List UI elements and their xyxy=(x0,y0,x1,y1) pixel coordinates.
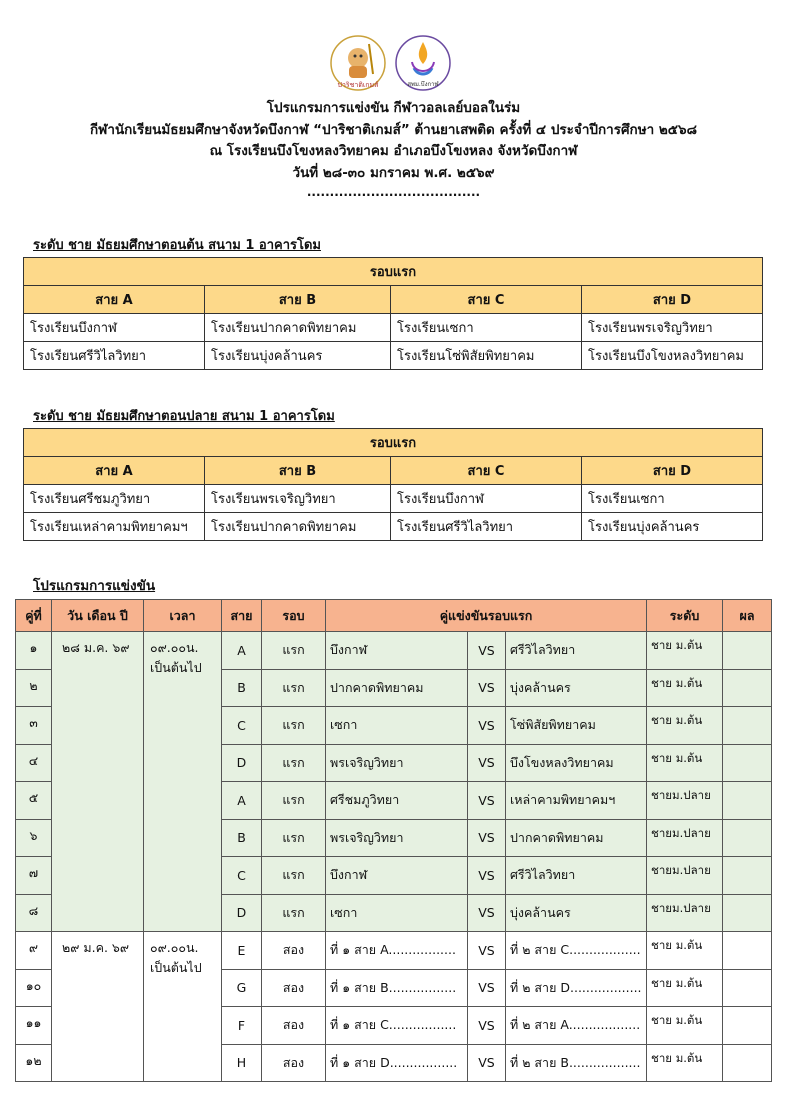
team-cell: โรงเรียนพรเจริญวิทยา xyxy=(205,485,391,513)
header-dots: ...................................... xyxy=(306,185,481,199)
team-2: ศรีวิไลวิทยา xyxy=(506,632,647,670)
match-result xyxy=(723,632,772,670)
section1-title: ระดับ ชาย มัธยมศึกษาตอนต้น สนาม 1 อาคารโดม xyxy=(33,238,321,253)
match-time xyxy=(144,632,222,932)
versus-label: VS xyxy=(468,744,506,782)
match-group: B xyxy=(222,669,262,707)
match-group: D xyxy=(222,894,262,932)
group-header: สาย D xyxy=(582,457,763,485)
match-group: A xyxy=(222,782,262,820)
parichat-games-logo xyxy=(329,34,387,92)
team-cell: โรงเรียนบึงกาฬ xyxy=(24,314,205,342)
group-header: สาย A xyxy=(24,286,205,314)
team-1: เซกา xyxy=(326,707,468,745)
match-round: แรก xyxy=(262,744,326,782)
section2-round: รอบแรก xyxy=(24,429,763,457)
logos-area xyxy=(0,34,787,96)
team-cell: โรงเรียนเซกา xyxy=(582,485,763,513)
versus-label: VS xyxy=(468,857,506,895)
match-level: ชาย ม.ต้น xyxy=(647,632,723,670)
match-round: สอง xyxy=(262,1007,326,1045)
header-level: ระดับ xyxy=(647,600,723,632)
match-group: B xyxy=(222,819,262,857)
match-number: ๕ xyxy=(16,782,52,820)
office-logo-text: สพม.บึงกาฬ xyxy=(407,81,439,88)
match-result xyxy=(723,707,772,745)
match-level: ชาย ม.ต้น xyxy=(647,969,723,1007)
match-time-start: ๐๙.๐๐น. xyxy=(150,940,199,955)
team-2: ศรีวิไลวิทยา xyxy=(506,857,647,895)
versus-label: VS xyxy=(468,782,506,820)
match-number: ๖ xyxy=(16,819,52,857)
table-row xyxy=(16,632,772,670)
match-group: F xyxy=(222,1007,262,1045)
match-number: ๗ xyxy=(16,857,52,895)
match-number: ๓ xyxy=(16,707,52,745)
match-round: สอง xyxy=(262,932,326,970)
team-cell: โรงเรียนปากคาดพิทยาคม xyxy=(205,314,391,342)
versus-label: VS xyxy=(468,669,506,707)
match-number: ๑๐ xyxy=(16,969,52,1007)
header-result: ผล xyxy=(723,600,772,632)
match-group: C xyxy=(222,707,262,745)
team-cell: โรงเรียนบุ่งคล้านคร xyxy=(205,342,391,370)
team-1: ที่ ๑ สาย D................. xyxy=(326,1044,468,1082)
match-level: ชายม.ปลาย xyxy=(647,782,723,820)
match-result xyxy=(723,1044,772,1082)
team-cell: โรงเรียนศรีวิไลวิทยา xyxy=(24,342,205,370)
match-group: E xyxy=(222,932,262,970)
match-result xyxy=(723,969,772,1007)
team-1: ที่ ๑ สาย C................. xyxy=(326,1007,468,1045)
team-1: ที่ ๑ สาย B................. xyxy=(326,969,468,1007)
versus-label: VS xyxy=(468,894,506,932)
match-number: ๑ xyxy=(16,632,52,670)
match-group: H xyxy=(222,1044,262,1082)
team-cell: โรงเรียนบึงกาฬ xyxy=(391,485,582,513)
match-number: ๘ xyxy=(16,894,52,932)
team-2: ปากคาดพิทยาคม xyxy=(506,819,647,857)
team-1: เซกา xyxy=(326,894,468,932)
section1-round: รอบแรก xyxy=(24,258,763,286)
schedule-header-row xyxy=(16,600,772,632)
match-result xyxy=(723,819,772,857)
match-round: แรก xyxy=(262,707,326,745)
match-group: A xyxy=(222,632,262,670)
group-header: สาย D xyxy=(582,286,763,314)
versus-label: VS xyxy=(468,1007,506,1045)
match-level: ชาย ม.ต้น xyxy=(647,932,723,970)
match-time-note: เป็นต้นไป xyxy=(150,960,202,975)
match-level: ชายม.ปลาย xyxy=(647,857,723,895)
team-2: เหล่าคามพิทยาคมฯ xyxy=(506,782,647,820)
team-cell: โรงเรียนปากคาดพิทยาคม xyxy=(205,513,391,541)
group-header: สาย C xyxy=(391,457,582,485)
match-result xyxy=(723,894,772,932)
versus-label: VS xyxy=(468,632,506,670)
match-group: G xyxy=(222,969,262,1007)
section1-group-table xyxy=(23,257,763,370)
match-level: ชาย ม.ต้น xyxy=(647,1007,723,1045)
match-round: สอง xyxy=(262,969,326,1007)
header-line-2: กีฬานักเรียนมัธยมศึกษาจังหวัดบึงกาฬ “ปาริชาติเกมส์” ต้านยาเสพติด ครั้งที่ ๔ ประจำปีการศึกษา ๒๕๖๘ xyxy=(89,121,698,138)
match-round: แรก xyxy=(262,782,326,820)
match-time-note: เป็นต้นไป xyxy=(150,660,202,675)
match-date: ๒๙ ม.ค. ๖๙ xyxy=(52,932,144,1082)
match-result xyxy=(723,744,772,782)
team-2: ที่ ๒ สาย D.................. xyxy=(506,969,647,1007)
match-number: ๔ xyxy=(16,744,52,782)
team-1: ที่ ๑ สาย A................. xyxy=(326,932,468,970)
header-line-1: โปรแกรมการแข่งขัน กีฬาวอลเลย์บอลในร่ม xyxy=(266,100,521,116)
team-2: บุ่งคล้านคร xyxy=(506,669,647,707)
team-cell: โรงเรียนศรีวิไลวิทยา xyxy=(391,513,582,541)
document-header xyxy=(0,98,787,200)
header-group: สาย xyxy=(222,600,262,632)
team-cell: โรงเรียนเซกา xyxy=(391,314,582,342)
group-header: สาย B xyxy=(205,286,391,314)
team-1: พรเจริญวิทยา xyxy=(326,819,468,857)
match-level: ชาย ม.ต้น xyxy=(647,707,723,745)
group-header: สาย A xyxy=(24,457,205,485)
match-number: ๙ xyxy=(16,932,52,970)
match-result xyxy=(723,1007,772,1045)
versus-label: VS xyxy=(468,932,506,970)
team-2: บุ่งคล้านคร xyxy=(506,894,647,932)
match-number: ๑๑ xyxy=(16,1007,52,1045)
team-2: บึงโขงหลงวิทยาคม xyxy=(506,744,647,782)
match-level: ชายม.ปลาย xyxy=(647,894,723,932)
match-number: ๒ xyxy=(16,669,52,707)
team-cell: โรงเรียนเหล่าคามพิทยาคมฯ xyxy=(24,513,205,541)
header-line-4: วันที่ ๒๘-๓๐ มกราคม พ.ศ. ๒๕๖๙ xyxy=(292,164,495,181)
team-2: ที่ ๒ สาย B.................. xyxy=(506,1044,647,1082)
match-round: แรก xyxy=(262,819,326,857)
header-match: คู่แข่งขันรอบแรก xyxy=(326,600,647,632)
match-result xyxy=(723,932,772,970)
team-cell: โรงเรียนโซ่พิสัยพิทยาคม xyxy=(391,342,582,370)
match-level: ชาย ม.ต้น xyxy=(647,669,723,707)
match-round: แรก xyxy=(262,669,326,707)
match-round: แรก xyxy=(262,894,326,932)
team-1: บึงกาฬ xyxy=(326,857,468,895)
team-1: ศรีชมภูวิทยา xyxy=(326,782,468,820)
team-cell: โรงเรียนบุ่งคล้านคร xyxy=(582,513,763,541)
header-line-3: ณ โรงเรียนบึงโขงหลงวิทยาคม อำเภอบึงโขงหลง จังหวัดบึงกาฬ xyxy=(209,143,578,159)
match-level: ชายม.ปลาย xyxy=(647,819,723,857)
table-row xyxy=(16,932,772,970)
match-round: สอง xyxy=(262,1044,326,1082)
header-time: เวลา xyxy=(144,600,222,632)
schedule-title: โปรแกรมการแข่งขัน xyxy=(33,578,156,594)
match-number: ๑๒ xyxy=(16,1044,52,1082)
versus-label: VS xyxy=(468,819,506,857)
section2-title: ระดับ ชาย มัธยมศึกษาตอนปลาย สนาม 1 อาคารโดม xyxy=(33,409,335,424)
match-result xyxy=(723,857,772,895)
team-cell: โรงเรียนบึงโขงหลงวิทยาคม xyxy=(582,342,763,370)
schedule-table xyxy=(15,599,772,1082)
team-2: ที่ ๒ สาย A.................. xyxy=(506,1007,647,1045)
match-group: C xyxy=(222,857,262,895)
section2-group-table xyxy=(23,428,763,541)
team-1: พรเจริญวิทยา xyxy=(326,744,468,782)
team-2: โซ่พิสัยพิทยาคม xyxy=(506,707,647,745)
match-time-start: ๐๙.๐๐น. xyxy=(150,640,199,655)
parichat-logo-text: ปาริชาติเกมส์ xyxy=(337,81,379,89)
versus-label: VS xyxy=(468,707,506,745)
versus-label: VS xyxy=(468,969,506,1007)
group-header: สาย B xyxy=(205,457,391,485)
match-level: ชาย ม.ต้น xyxy=(647,1044,723,1082)
group-header: สาย C xyxy=(391,286,582,314)
header-date: วัน เดือน ปี xyxy=(52,600,144,632)
match-date: ๒๘ ม.ค. ๖๙ xyxy=(52,632,144,932)
match-result xyxy=(723,782,772,820)
team-1: บึงกาฬ xyxy=(326,632,468,670)
office-logo xyxy=(394,34,452,92)
match-level: ชาย ม.ต้น xyxy=(647,744,723,782)
versus-label: VS xyxy=(468,1044,506,1082)
match-round: แรก xyxy=(262,857,326,895)
header-no: คู่ที่ xyxy=(16,600,52,632)
match-result xyxy=(723,669,772,707)
team-2: ที่ ๒ สาย C.................. xyxy=(506,932,647,970)
team-cell: โรงเรียนพรเจริญวิทยา xyxy=(582,314,763,342)
team-1: ปากคาดพิทยาคม xyxy=(326,669,468,707)
match-time xyxy=(144,932,222,1082)
header-round: รอบ xyxy=(262,600,326,632)
match-round: แรก xyxy=(262,632,326,670)
team-cell: โรงเรียนศรีชมภูวิทยา xyxy=(24,485,205,513)
match-group: D xyxy=(222,744,262,782)
